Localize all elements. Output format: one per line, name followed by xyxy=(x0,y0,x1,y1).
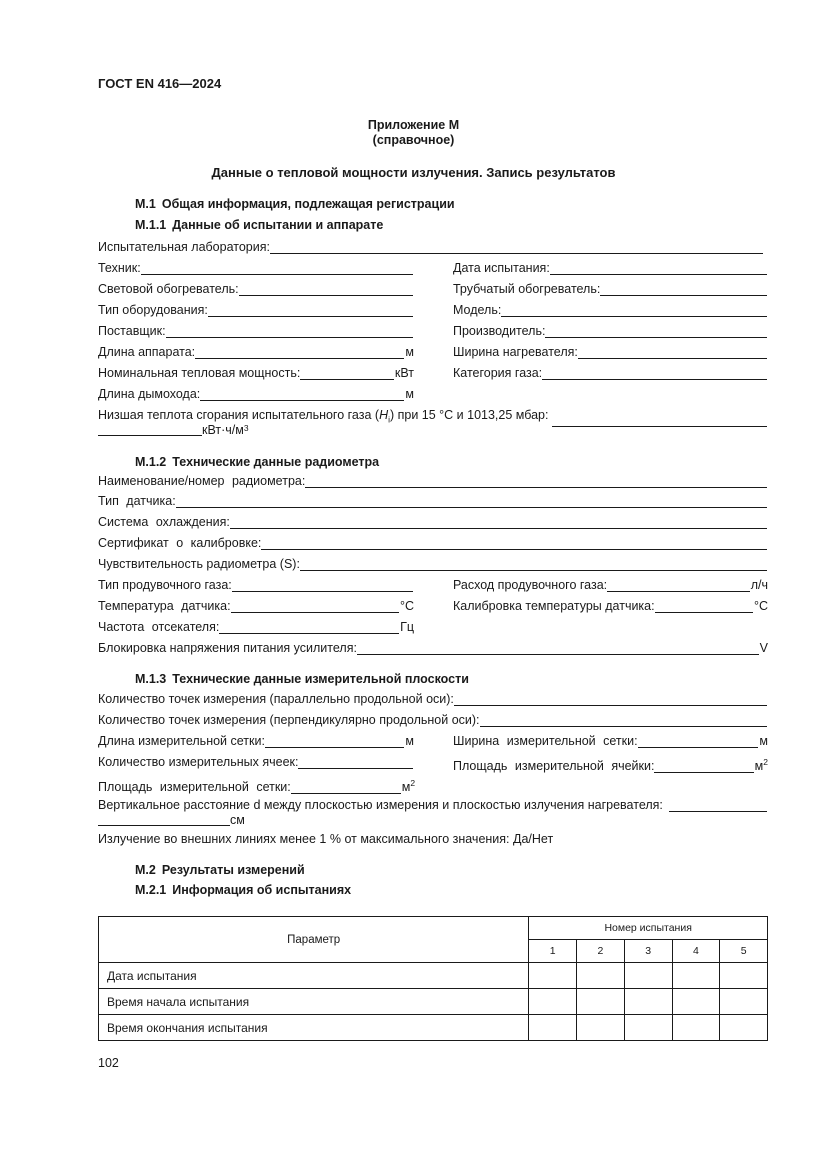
outer-lines-statement: Излучение во внешних линиях менее 1 % от максимального значения: Да/Нет xyxy=(98,832,554,846)
table-row xyxy=(99,1015,768,1041)
section-m21-heading xyxy=(135,883,351,897)
fill-line[interactable] xyxy=(300,367,394,380)
section-m13-heading xyxy=(135,672,469,686)
section-title: Данные об испытании и аппарате xyxy=(172,218,384,232)
field-purge-gas-type[interactable] xyxy=(98,578,414,593)
field-test-lab[interactable] xyxy=(98,240,764,255)
field-label: Производитель: xyxy=(453,324,546,338)
field-label: Испытательная лаборатория: xyxy=(98,240,270,254)
test-column-1: 1 xyxy=(529,940,577,963)
fill-line[interactable] xyxy=(552,414,767,427)
test-column-3: 3 xyxy=(624,940,672,963)
field-vertical-distance[interactable] xyxy=(98,798,768,813)
fill-line[interactable] xyxy=(195,346,404,359)
field-label: Категория газа: xyxy=(453,366,543,380)
field-label: Дата испытания: xyxy=(453,261,550,275)
fill-line[interactable] xyxy=(501,304,767,317)
annex-heading: Данные о тепловой мощности излучения. Запись результатов xyxy=(211,165,616,180)
section-number: М.2.1 xyxy=(135,883,167,897)
fill-line[interactable] xyxy=(176,495,767,508)
fill-line[interactable] xyxy=(270,241,763,254)
section-number: М.1.1 xyxy=(135,218,167,232)
unit-label xyxy=(755,755,768,774)
section-m11-heading xyxy=(135,218,383,232)
field-manufacturer[interactable] xyxy=(453,324,768,339)
table-cell[interactable] xyxy=(720,1015,768,1041)
field-label: Количество точек измерения (параллельно продольной оси): xyxy=(98,692,454,706)
unit-label: кВт·ч/м xyxy=(202,423,244,437)
field-ncv-continuation[interactable] xyxy=(98,423,249,437)
field-calibration-certificate[interactable] xyxy=(98,536,768,551)
field-label: Длина измерительной сетки: xyxy=(98,734,265,748)
test-info-table xyxy=(98,916,768,1041)
field-radiometer-sensitivity[interactable] xyxy=(98,557,768,572)
field-flue-length[interactable] xyxy=(98,387,414,402)
table-cell[interactable] xyxy=(672,1015,720,1041)
field-label: Блокировка напряжения питания усилителя: xyxy=(98,641,357,655)
fill-line[interactable] xyxy=(291,781,401,794)
fill-line[interactable] xyxy=(578,346,767,359)
document-code: ГОСТ EN 416—2024 xyxy=(98,76,222,91)
fill-line[interactable] xyxy=(208,304,413,317)
fill-line[interactable] xyxy=(607,579,750,592)
field-appliance-length[interactable] xyxy=(98,345,414,360)
annex-subtitle: (справочное) xyxy=(372,133,455,147)
test-column-2: 2 xyxy=(577,940,625,963)
table-cell[interactable] xyxy=(577,1015,625,1041)
section-number: М.2 xyxy=(135,863,156,877)
fill-line[interactable] xyxy=(550,262,767,275)
fill-line[interactable] xyxy=(480,714,767,727)
section-m1-heading xyxy=(135,197,455,211)
field-model[interactable] xyxy=(453,303,768,318)
field-chopper-frequency[interactable] xyxy=(98,620,414,635)
field-label: Вертикальное расстояние d между плоскостью измерения и плоскостью излучения нагревателя: xyxy=(98,798,663,812)
unit-label: см xyxy=(230,813,245,827)
field-label: Поставщик: xyxy=(98,324,166,338)
field-label: Световой обогреватель: xyxy=(98,282,239,296)
field-label: Ширина измерительной сетки: xyxy=(453,734,638,748)
row-label-test-date: Дата испытания xyxy=(99,963,529,989)
table-cell[interactable] xyxy=(720,989,768,1015)
field-sensor-temp-calibration[interactable] xyxy=(453,599,768,614)
field-supplier[interactable] xyxy=(98,324,414,339)
section-title: Общая информация, подлежащая регистрации xyxy=(161,197,455,211)
fill-line[interactable] xyxy=(166,325,413,338)
field-label: Расход продувочного газа: xyxy=(453,578,608,592)
field-grid-width[interactable] xyxy=(453,734,768,749)
field-label: Температура датчика: xyxy=(98,599,231,613)
fill-line[interactable] xyxy=(219,621,399,634)
field-tube-heater[interactable] xyxy=(453,282,768,297)
fill-line[interactable] xyxy=(600,283,767,296)
unit-exponent: 2 xyxy=(763,757,768,767)
fill-line[interactable] xyxy=(232,579,413,592)
table-cell[interactable] xyxy=(672,963,720,989)
field-label: Чувствительность радиометра (S): xyxy=(98,557,300,571)
table-cell[interactable] xyxy=(624,963,672,989)
fill-line[interactable] xyxy=(98,813,230,826)
table-row xyxy=(99,963,768,989)
table-cell[interactable] xyxy=(624,1015,672,1041)
fill-line[interactable] xyxy=(305,475,767,488)
fill-line[interactable] xyxy=(231,600,399,613)
table-header-row xyxy=(99,917,768,940)
table-cell[interactable] xyxy=(529,989,577,1015)
unit-label: л/ч xyxy=(750,578,768,592)
field-amplifier-lock[interactable] xyxy=(98,641,768,656)
ncv-subscript: i xyxy=(388,414,390,425)
unit-exponent: 3 xyxy=(243,423,249,433)
field-sensor-type[interactable] xyxy=(98,494,768,509)
field-distance-continuation[interactable] xyxy=(98,813,245,827)
fill-line[interactable] xyxy=(261,537,767,550)
section-number: М.1.3 xyxy=(135,672,167,686)
field-radiometer-name[interactable] xyxy=(98,474,768,489)
field-purge-gas-flow[interactable] xyxy=(453,578,768,593)
fill-line[interactable] xyxy=(298,756,413,769)
field-points-parallel[interactable] xyxy=(98,692,768,707)
table-cell[interactable] xyxy=(624,989,672,1015)
field-label: Тип оборудования: xyxy=(98,303,208,317)
field-label: Площадь измерительной сетки: xyxy=(98,780,291,795)
field-test-date[interactable] xyxy=(453,261,768,276)
ncv-text: ) при 15 °C и 1013,25 мбар: xyxy=(389,408,549,422)
field-label: Длина дымохода: xyxy=(98,387,201,401)
field-label: Тип продувочного газа: xyxy=(98,578,232,592)
unit-label: Гц xyxy=(400,620,414,634)
field-sensor-temperature[interactable] xyxy=(98,599,414,614)
fill-line[interactable] xyxy=(655,600,753,613)
field-label: Количество точек измерения (перпендикулярно продольной оси): xyxy=(98,713,480,727)
section-title: Информация об испытаниях xyxy=(172,883,352,897)
unit-label: м xyxy=(405,734,414,748)
field-label: Количество измерительных ячеек: xyxy=(98,755,299,769)
test-column-4: 4 xyxy=(672,940,720,963)
field-label: Тип датчика: xyxy=(98,494,176,508)
unit-label: м xyxy=(405,345,414,359)
field-label: Трубчатый обогреватель: xyxy=(453,282,601,296)
test-number-header: Номер испытания xyxy=(529,917,768,940)
fill-line[interactable] xyxy=(230,516,767,529)
test-column-5: 5 xyxy=(720,940,768,963)
section-number: М.1 xyxy=(135,197,156,211)
field-grid-area[interactable] xyxy=(98,776,414,795)
table-row xyxy=(99,989,768,1015)
field-equipment-type[interactable] xyxy=(98,303,414,318)
section-title: Технические данные измерительной плоскости xyxy=(172,672,469,686)
table-cell[interactable] xyxy=(529,1015,577,1041)
unit-label: кВт xyxy=(394,366,414,380)
unit-label: м xyxy=(759,734,768,748)
field-label: Наименование/номер радиометра: xyxy=(98,474,306,488)
section-m12-heading xyxy=(135,455,379,469)
fill-line[interactable] xyxy=(239,283,413,296)
unit-text: м xyxy=(401,780,411,795)
fill-line[interactable] xyxy=(454,693,767,706)
fill-line[interactable] xyxy=(265,735,404,748)
fill-line[interactable] xyxy=(542,367,767,380)
row-label-end-time: Время окончания испытания xyxy=(99,1015,529,1041)
section-title: Технические данные радиометра xyxy=(172,455,380,469)
field-label: Калибровка температуры датчика: xyxy=(453,599,655,613)
field-luminous-heater[interactable] xyxy=(98,282,414,297)
field-points-perpendicular[interactable] xyxy=(98,713,768,728)
table-cell[interactable] xyxy=(577,963,625,989)
field-cooling-system[interactable] xyxy=(98,515,768,530)
unit-label: °C xyxy=(753,599,768,613)
field-label: Сертификат о калибровке: xyxy=(98,536,262,550)
unit-exponent: 2 xyxy=(410,778,416,788)
table-cell[interactable] xyxy=(529,963,577,989)
field-label: Модель: xyxy=(453,303,502,317)
field-cell-count[interactable] xyxy=(98,755,414,770)
field-heater-width[interactable] xyxy=(453,345,768,360)
page-number: 102 xyxy=(98,1056,119,1070)
fill-line[interactable] xyxy=(98,423,202,436)
ncv-text: Низшая теплота сгорания испытательного газа ( xyxy=(98,408,380,422)
field-gas-category[interactable] xyxy=(453,366,768,381)
field-nominal-heat-input[interactable] xyxy=(98,366,414,381)
field-grid-length[interactable] xyxy=(98,734,414,749)
unit-label: V xyxy=(759,641,768,655)
fill-line[interactable] xyxy=(141,262,413,275)
fill-line[interactable] xyxy=(545,325,767,338)
field-label: Система охлаждения: xyxy=(98,515,230,529)
fill-line[interactable] xyxy=(638,735,759,748)
fill-line[interactable] xyxy=(300,558,767,571)
field-label: Площадь измерительной ячейки: xyxy=(453,759,655,774)
field-label: Частота отсекателя: xyxy=(98,620,220,634)
field-label: Длина аппарата: xyxy=(98,345,196,359)
unit-label xyxy=(402,776,415,795)
section-number: М.1.2 xyxy=(135,455,167,469)
fill-line[interactable] xyxy=(357,642,759,655)
fill-line[interactable] xyxy=(669,799,767,812)
fill-line[interactable] xyxy=(654,760,753,773)
fill-line[interactable] xyxy=(200,388,404,401)
field-label: Техник: xyxy=(98,261,141,275)
row-label-start-time: Время начала испытания xyxy=(99,989,529,1015)
unit-label: м xyxy=(405,387,414,401)
table-cell[interactable] xyxy=(672,989,720,1015)
table-cell[interactable] xyxy=(720,963,768,989)
unit-text: м xyxy=(754,759,764,774)
section-m2-heading xyxy=(135,863,305,877)
field-technician[interactable] xyxy=(98,261,414,276)
field-label: Номинальная тепловая мощность: xyxy=(98,366,301,380)
annex-title: Приложение М xyxy=(367,118,460,132)
ncv-symbol: H xyxy=(379,408,389,422)
table-cell[interactable] xyxy=(577,989,625,1015)
field-cell-area[interactable] xyxy=(453,755,768,774)
unit-label: °C xyxy=(399,599,414,613)
field-label: Ширина нагревателя: xyxy=(453,345,578,359)
parameter-header: Параметр xyxy=(99,917,529,963)
section-title: Результаты измерений xyxy=(161,863,305,877)
